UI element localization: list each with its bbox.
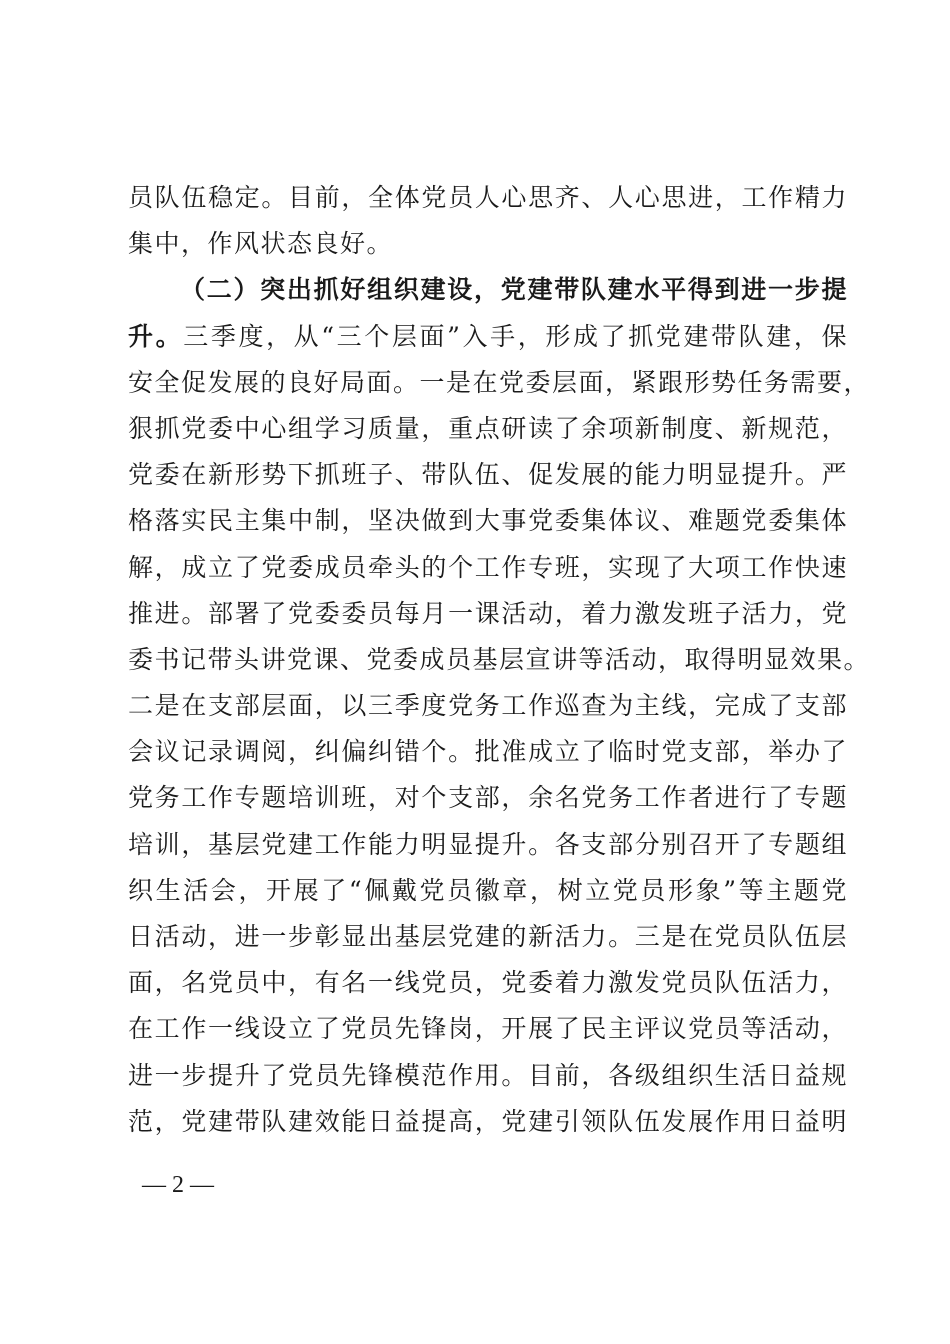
text-line: 推进。部署了党委委员每月一课活动，着力激发班子活力，党 (128, 598, 848, 628)
text-line: 进一步提升了党员先锋模范作用。目前，各级组织生活日益规 (128, 1060, 848, 1090)
text-line (128, 314, 848, 360)
text-line: 党委在新形势下抓班子、带队伍、促发展的能力明显提升。严 (128, 460, 848, 490)
text-line: 日活动，进一步彰显出基层党建的新活力。三是在党员队伍层 (128, 922, 848, 951)
text-line: 二是在支部层面，以三季度党务工作巡查为主线，完成了支部 (128, 691, 848, 721)
text-line-rest: 三季度，从“三个层面”入手，形成了抓党建带队建，保 (183, 321, 848, 351)
text-line: 解，成立了党委成员牵头的个工作专班，实现了大项工作快速 (128, 552, 848, 582)
text-line: 织生活会，开展了“佩戴党员徽章，树立党员形象”等主题党 (128, 875, 848, 905)
text-line: 面，名党员中，有名一线党员，党委着力激发党员队伍活力， (128, 968, 848, 998)
text-line: 狠抓党委中心组学习质量，重点研读了余项新制度、新规范， (128, 413, 848, 443)
text-line: 党务工作专题培训班，对个支部，余名党务工作者进行了专题 (128, 783, 848, 813)
text-line: 员队伍稳定。目前，全体党员人心思齐、人心思进，工作精力 (128, 183, 848, 212)
body-text (128, 175, 871, 1145)
text-line: 范，党建带队建效能日益提高，党建引领队伍发展作用日益明 (128, 1106, 848, 1136)
text-line: 在工作一线设立了党员先锋岗，开展了民主评议党员等活动， (128, 1014, 848, 1044)
text-line: 委书记带头讲党课、党委成员基层宣讲等活动，取得明显效果。 (128, 644, 871, 674)
text-line: 安全促发展的良好局面。一是在党委层面，紧跟形势任务需要， (128, 367, 871, 397)
section-heading: （二）突出抓好组织建设，党建带队建水平得到进一步提 (180, 275, 848, 305)
text-line: 会议记录调阅，纠偏纠错个。批准成立了临时党支部，举办了 (128, 737, 848, 767)
text-line: 格落实民主集中制，坚决做到大事党委集体议、难题党委集体 (128, 506, 848, 536)
text-line: 集中，作风状态良好。 (128, 229, 394, 259)
text-line: 培训，基层党建工作能力明显提升。各支部分别召开了专题组 (128, 829, 848, 859)
section-heading-continued: 升。 (128, 321, 184, 351)
page-number: — 2 — (142, 1172, 214, 1198)
